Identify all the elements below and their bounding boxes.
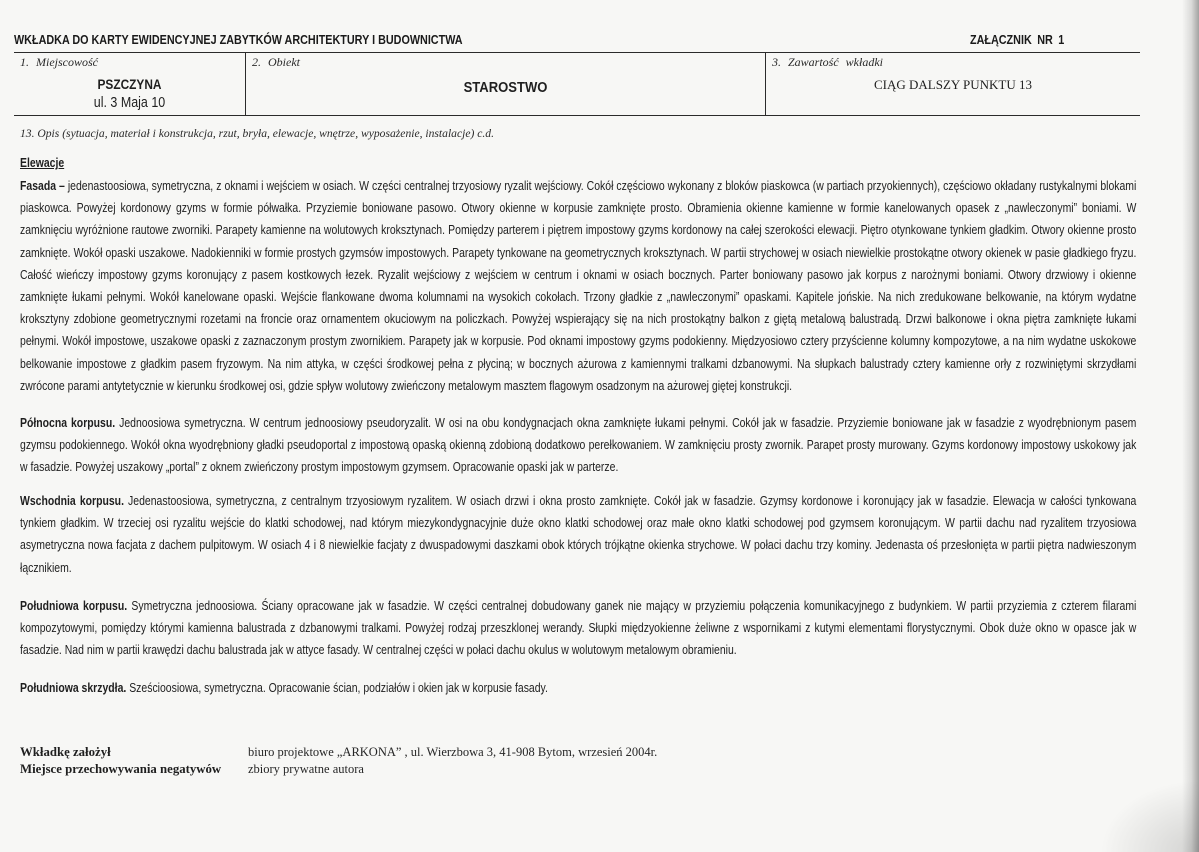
contents-value: CIĄG DALSZY PUNKTU 13: [873, 77, 1033, 92]
elevations-heading: Elewacje: [20, 156, 65, 170]
paragraph-text: Jedenastoosiowa, symetryczna, z centralnym trzyosiowym ryzalitem. W osiach drzwi i okna prosto zamknięte. Cokół jak w fasadzie. Gzymsy kordonowe i koronujący jak w fasadzie. Elewacja w całości tynkowana tynkiem gładkim. W trzeciej osi ryzalitu wejście do klatki schodowej, nad którym miezykondygnacyjnie duże okno klatki schodowej oraz małe okno klatki schodowej pod gzymsem koronującym. W partii dachu nad ryzalitem trzyosiowa asymetryczna nowa facjata z dachem pulpitowym. W osiach 4 i 8 niewielkie facjaty z dwuspadowymi daszkami obok których trójkątne okienka strychowe. W połaci dachu trzy kominy. Jedenasta oś przesłonięta w partii piętra nadwieszonym łącznikiem.: [20, 494, 1137, 575]
paragraph-heading: Północna korpusu.: [20, 416, 116, 430]
created-by-label: Wkładkę założył: [20, 745, 111, 759]
object-value: STAROSTWO: [463, 80, 548, 96]
scan-corner-shadow: [1100, 780, 1199, 852]
locality-cell: [14, 53, 245, 115]
paragraph-heading: Południowa skrzydła.: [20, 681, 127, 695]
paragraph-text: Jednoosiowa symetryczna. W centrum jednoosiowy pseudoryzalit. W osi na obu kondygnacjach okna zamknięte łukami pełnymi. Cokół jak w fasadzie. Przyziemie boniowane jak w fasadzie z wyodrębnionym pasem gzymsu podokiennego. Wokół okna wyodrębniony gładki pseudoportal z impostową opaską okienną zdobioną dodatkowo perełkowaniem. W zamknięciu prosty zwornik. Parapet prosty murowany. Gzyms kordonowy impostowy uskokowy jak w fasadzie. Powyżej uszakowy „portal” z oknem zwieńczony prostym impostowym gzymsem. Opracowanie opaski jak w parterze.: [20, 416, 1137, 475]
paragraph-heading: Fasada –: [20, 179, 65, 193]
east-elevation-paragraph: [20, 490, 1136, 579]
south-elevation-paragraph: [20, 595, 1136, 662]
paragraph-heading: Południowa korpusu.: [20, 599, 128, 613]
object-label: 2. Obiekt: [252, 55, 300, 69]
locality-label: 1. Miejscowość: [20, 55, 98, 69]
section-title: 13. Opis (sytuacja, materiał i konstrukcja, rzut, bryła, elewacje, wnętrze, wyposażenie, instalacje) c.d.: [20, 127, 494, 140]
annex-number: ZAŁĄCZNIK NR 1: [970, 32, 1065, 47]
form-title: WKŁADKA DO KARTY EWIDENCYJNEJ ZABYTKÓW ARCHITEKTURY I BUDOWNICTWA: [14, 32, 463, 47]
locality-value: PSZCZYNA: [97, 77, 162, 92]
north-elevation-paragraph: [20, 412, 1136, 479]
paragraph-text: Symetryczna jednoosiowa. Ściany opracowane jak w fasadzie. W części centralnej dobudowany ganek nie mający w przyziemiu połączenia komunikacyjnego z budynkiem. W partii przyziemia z czterem filarami kompozytowymi, pomiędzy którymi kamienna balustrada z dzbanowymi tralkami. Powyżej rodzaj przeszklonej werandy. Słupki międzyokienne żeliwne z wspornikami z kutymi elementami florystycznymi. Obok duże okno w opasce jak w fasadzie. Nad nim w partii krawędzi dachu balustrada jak w attyce fasady. W centralnej części w połaci dachu okulus w wolutowym metalowym obramieniu.: [20, 599, 1137, 658]
paragraph-text: jedenastoosiowa, symetryczna, z oknami i wejściem w osiach. W części centralnej trzyosiowy ryzalit wejściowy. Cokół częściowo wykonany z bloków piaskowca (w partiach przyokiennych), częściowo okładany rustykalnymi blokami piaskowca. Powyżej kordonowy gzyms w formie półwałka. Przyziemie boniowane pasowo. Otwory okienne w korpusie zamknięte prosto. Obramienia okienne kamienne w formie kanelowanych opasek z „nawleczonymi” boniami. W zamknięciu wyróżnione rautowe zworniki. Parapety kamienne na wolutowych kroksztynach. Pomiędzy parterem i piętrem impostowy gzyms kordonowy na całej szerokości elewacji. Piętro otynkowane tynkiem gładkim. Otwory okienne prosto zamknięte. Wokół opaski uszakowe. Nadokienniki w formie prostych gzymsów impostowych. Parapety tynkowane na geometrycznych kroksztynach. W partii strychowej w osiach niewielkie prostokątne otwory okienek w pasie gładkiego fryzu. Całość wieńczy impostowy gzyms koronujący z pasem kostkowych łezek. Ryzalit wejściowy z wejściem w centrum i oknami w osiach bocznych. Parter boniowany pasowo jak korpus z narożnymi boniami. Otwory drzwiowy i okienne zamknięte łukami pełnymi. Wokół kanelowane opaski. Wejście flankowane dwoma kolumnami na wysokich cokołach. Trzony gładkie z „nawleczonymi” opaskami. Kapitele jońskie. Na nich zredukowane belkowanie, na którym wydatne kroksztyny zdobione geometrycznymi rozetami na froncie oraz ornamentem okuciowym na policzkach. Powyżej wspierający się na nich prostokątny balkon z giętą metalową balustradą. Drzwi balkonowe i okna piętra zamknięte łukami pełnymi. Wokół impostowe, uszakowe opaski z zaznaczonym prostym zwornikiem. Parapety jak w korpusie. Pod oknami impostowy gzyms podokienny. Międzyosiowo cztery przyścienne kolumny kompozytowe, a na nim wydatne uskokowe belkowanie impostowe z gładkim pasem fryzowym. Na nim attyka, w części środkowej pełna z płyciną; w bocznych ażurowa z kamiennymi tralkami dzbanowymi. Na słupkach balustrady cztery kamienne orły z rozwiniętymi skrzydłami zwrócone parami antytetycznie w kierunku środkowej osi, gdzie spływ wolutowy zwieńczony metalowym masztem flagowym osadzonym na ażurowej giętej konstrukcji.: [20, 179, 1137, 393]
scan-edge-shadow: [1182, 0, 1199, 852]
locality-address: ul. 3 Maja 10: [93, 95, 166, 111]
south-wing-paragraph: [20, 677, 1136, 699]
paragraph-text: Sześcioosiowa, symetryczna. Opracowanie ścian, podziałów i okien jak w korpusie fasady.: [129, 681, 548, 695]
facade-paragraph: [20, 175, 1136, 397]
created-by-value: biuro projektowe „ARKONA” , ul. Wierzbowa 3, 41-908 Bytom, wrzesień 2004r.: [248, 745, 658, 759]
header-table: [14, 52, 1140, 116]
paragraph-heading: Wschodnia korpusu.: [20, 494, 124, 508]
contents-label: 3. Zawartość wkładki: [772, 55, 884, 69]
object-cell: [245, 53, 765, 115]
negatives-location-label: Miejsce przechowywania negatywów: [20, 762, 222, 776]
contents-cell: [765, 53, 1140, 115]
negatives-location-value: zbiory prywatne autora: [248, 762, 364, 776]
